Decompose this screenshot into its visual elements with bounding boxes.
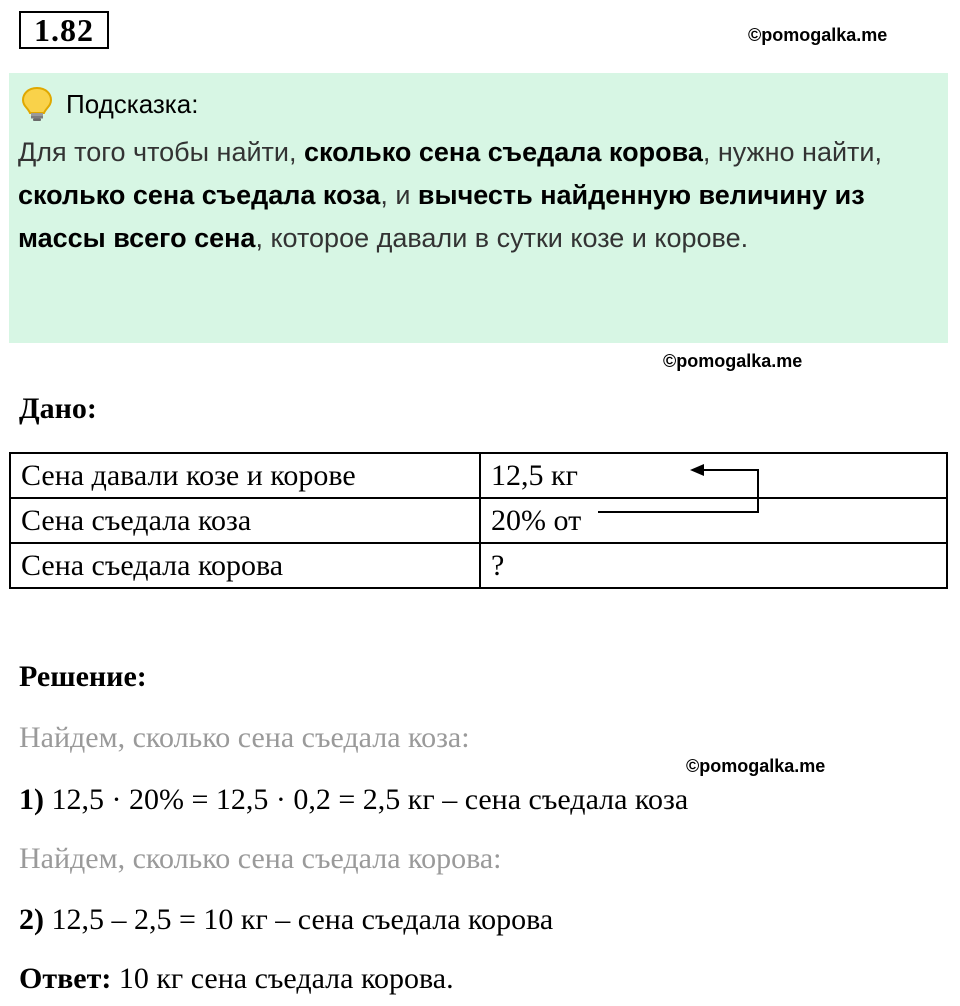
step2-line bbox=[19, 903, 553, 937]
step1-number: 1) bbox=[19, 783, 44, 816]
given-heading: Дано: bbox=[19, 392, 97, 425]
step2-expression: 12,5 – 2,5 = 10 кг – сена съедала корова bbox=[51, 903, 554, 936]
hint-part: , и bbox=[380, 180, 418, 210]
step2-number: 2) bbox=[19, 903, 44, 936]
step1-intro: Найдем, сколько сена съедала коза: bbox=[19, 721, 470, 754]
answer-label: Ответ: bbox=[19, 962, 112, 995]
watermark-middle: ©pomogalka.me bbox=[663, 351, 803, 371]
answer-text: 10 кг сена съедала корова. bbox=[118, 962, 454, 995]
step1-expression: 12,5 · 20% = 12,5 · 0,2 = 2,5 кг – сена съедала коза bbox=[51, 783, 689, 816]
solution-heading: Решение: bbox=[19, 660, 147, 693]
hint-part: , которое давали в сутки козе и корове. bbox=[255, 223, 749, 253]
given-label: Сена съедала коза bbox=[10, 498, 480, 543]
hint-part-bold: сколько сена съедала корова bbox=[304, 137, 703, 167]
step1-line bbox=[19, 783, 688, 817]
hint-part-bold: сколько сена съедала коза bbox=[18, 180, 381, 210]
hint-part: Для того чтобы найти, bbox=[18, 137, 304, 167]
given-label: Сена съедала корова bbox=[10, 543, 480, 588]
hint-part-bold: вычесть найденную величину из массы всего сена bbox=[18, 180, 865, 253]
given-value: 12,5 кг bbox=[480, 453, 947, 498]
hint-title-text: Подсказка: bbox=[66, 89, 199, 119]
task-number: 1.82 bbox=[19, 11, 109, 49]
answer-line bbox=[19, 962, 454, 996]
given-value: 20% от bbox=[480, 498, 947, 543]
given-label: Сена давали козе и корове bbox=[10, 453, 480, 498]
hint-part: , нужно найти, bbox=[702, 137, 883, 167]
given-value: ? bbox=[480, 543, 947, 588]
step2-intro: Найдем, сколько сена съедала корова: bbox=[19, 842, 502, 875]
watermark-top: ©pomogalka.me bbox=[748, 25, 888, 45]
watermark-bottom: ©pomogalka.me bbox=[686, 756, 826, 776]
